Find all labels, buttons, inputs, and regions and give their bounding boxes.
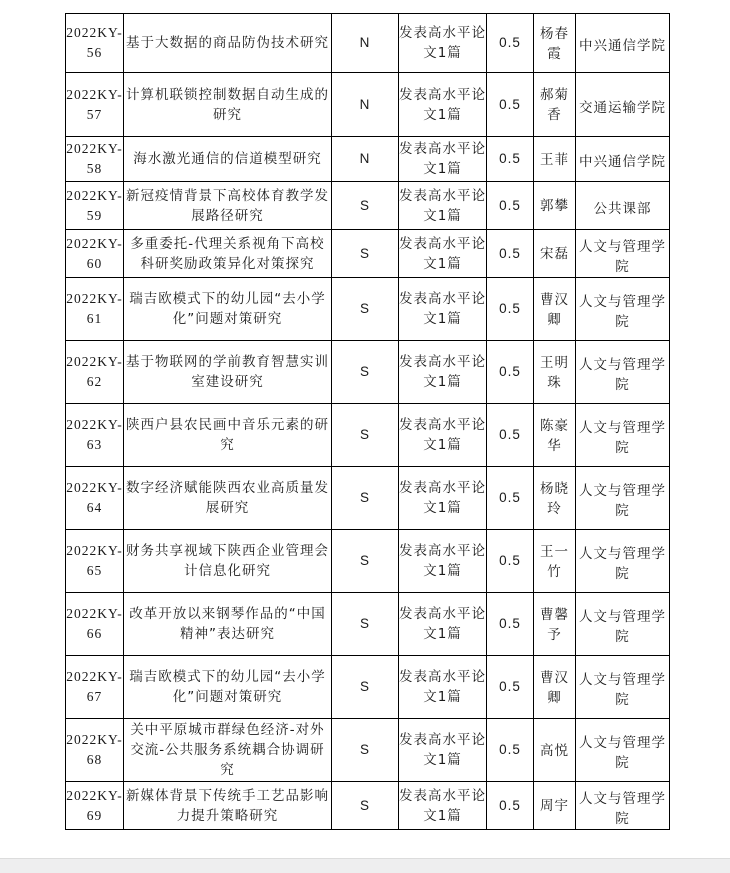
project-title-cell: 数字经济赋能陕西农业高质量发展研究 <box>124 467 332 530</box>
project-category-cell: S <box>332 656 399 719</box>
leader-name-cell: 曹汉卿 <box>534 656 576 719</box>
project-title-cell: 财务共享视域下陕西企业管理会计信息化研究 <box>124 530 332 593</box>
project-score-cell: 0.5 <box>487 341 534 404</box>
project-id-cell: 2022KY-62 <box>66 341 124 404</box>
project-title-cell: 新媒体背景下传统手工艺品影响力提升策略研究 <box>124 782 332 830</box>
department-cell: 中兴通信学院 <box>576 137 670 182</box>
department-cell: 人文与管理学院 <box>576 593 670 656</box>
table-row <box>66 530 670 593</box>
project-title-cell: 基于大数据的商品防伪技术研究 <box>124 14 332 73</box>
project-requirement-cell: 发表高水平论文1篇 <box>399 182 487 230</box>
leader-name-cell: 杨晓玲 <box>534 467 576 530</box>
project-id-cell: 2022KY-68 <box>66 719 124 782</box>
project-requirement-cell: 发表高水平论文1篇 <box>399 719 487 782</box>
project-id-cell: 2022KY-56 <box>66 14 124 73</box>
leader-name-cell: 王一竹 <box>534 530 576 593</box>
table-row <box>66 593 670 656</box>
project-title-cell: 改革开放以来钢琴作品的“中国精神”表达研究 <box>124 593 332 656</box>
leader-name-cell: 郝菊香 <box>534 73 576 137</box>
project-id-cell: 2022KY-64 <box>66 467 124 530</box>
department-cell: 人文与管理学院 <box>576 719 670 782</box>
table-row <box>66 14 670 73</box>
department-cell: 中兴通信学院 <box>576 14 670 73</box>
project-requirement-cell: 发表高水平论文1篇 <box>399 73 487 137</box>
viewer-bottom-strip <box>0 858 730 873</box>
project-title-cell: 多重委托-代理关系视角下高校科研奖励政策异化对策探究 <box>124 230 332 278</box>
leader-name-cell: 曹汉卿 <box>534 278 576 341</box>
project-score-cell: 0.5 <box>487 656 534 719</box>
project-requirement-cell: 发表高水平论文1篇 <box>399 230 487 278</box>
department-cell: 人文与管理学院 <box>576 341 670 404</box>
project-category-cell: S <box>332 719 399 782</box>
leader-name-cell: 高悦 <box>534 719 576 782</box>
project-requirement-cell: 发表高水平论文1篇 <box>399 341 487 404</box>
department-cell: 人文与管理学院 <box>576 404 670 467</box>
project-id-cell: 2022KY-67 <box>66 656 124 719</box>
table-row <box>66 656 670 719</box>
department-cell: 人文与管理学院 <box>576 656 670 719</box>
project-id-cell: 2022KY-57 <box>66 73 124 137</box>
leader-name-cell: 杨春霞 <box>534 14 576 73</box>
table-row <box>66 341 670 404</box>
project-title-cell: 新冠疫情背景下高校体育教学发展路径研究 <box>124 182 332 230</box>
table-row <box>66 782 670 830</box>
project-title-cell: 海水激光通信的信道模型研究 <box>124 137 332 182</box>
project-title-cell: 瑞吉欧模式下的幼儿园“去小学化”问题对策研究 <box>124 656 332 719</box>
table-row <box>66 73 670 137</box>
project-id-cell: 2022KY-60 <box>66 230 124 278</box>
project-id-cell: 2022KY-58 <box>66 137 124 182</box>
department-cell: 交通运输学院 <box>576 73 670 137</box>
project-id-cell: 2022KY-65 <box>66 530 124 593</box>
project-category-cell: N <box>332 137 399 182</box>
project-requirement-cell: 发表高水平论文1篇 <box>399 467 487 530</box>
project-requirement-cell: 发表高水平论文1篇 <box>399 404 487 467</box>
project-id-cell: 2022KY-61 <box>66 278 124 341</box>
project-category-cell: S <box>332 341 399 404</box>
project-category-cell: S <box>332 782 399 830</box>
project-score-cell: 0.5 <box>487 782 534 830</box>
table-row <box>66 719 670 782</box>
department-cell: 人文与管理学院 <box>576 278 670 341</box>
leader-name-cell: 陈豪华 <box>534 404 576 467</box>
project-score-cell: 0.5 <box>487 467 534 530</box>
project-score-cell: 0.5 <box>487 182 534 230</box>
table-row <box>66 182 670 230</box>
project-category-cell: N <box>332 14 399 73</box>
project-title-cell: 关中平原城市群绿色经济-对外交流-公共服务系统耦合协调研究 <box>124 719 332 782</box>
table-row <box>66 230 670 278</box>
project-requirement-cell: 发表高水平论文1篇 <box>399 14 487 73</box>
project-title-cell: 陕西户县农民画中音乐元素的研究 <box>124 404 332 467</box>
table-row <box>66 278 670 341</box>
project-score-cell: 0.5 <box>487 73 534 137</box>
project-requirement-cell: 发表高水平论文1篇 <box>399 137 487 182</box>
project-title-cell: 基于物联网的学前教育智慧实训室建设研究 <box>124 341 332 404</box>
project-score-cell: 0.5 <box>487 230 534 278</box>
department-cell: 人文与管理学院 <box>576 782 670 830</box>
project-score-cell: 0.5 <box>487 530 534 593</box>
leader-name-cell: 王明珠 <box>534 341 576 404</box>
project-score-cell: 0.5 <box>487 137 534 182</box>
project-requirement-cell: 发表高水平论文1篇 <box>399 656 487 719</box>
project-score-cell: 0.5 <box>487 719 534 782</box>
project-title-cell: 瑞吉欧模式下的幼儿园“去小学化”问题对策研究 <box>124 278 332 341</box>
project-requirement-cell: 发表高水平论文1篇 <box>399 530 487 593</box>
project-category-cell: S <box>332 230 399 278</box>
project-score-cell: 0.5 <box>487 14 534 73</box>
department-cell: 公共课部 <box>576 182 670 230</box>
table-row <box>66 137 670 182</box>
project-category-cell: S <box>332 278 399 341</box>
department-cell: 人文与管理学院 <box>576 530 670 593</box>
project-title-cell: 计算机联锁控制数据自动生成的研究 <box>124 73 332 137</box>
project-requirement-cell: 发表高水平论文1篇 <box>399 782 487 830</box>
project-requirement-cell: 发表高水平论文1篇 <box>399 278 487 341</box>
project-score-cell: 0.5 <box>487 593 534 656</box>
project-id-cell: 2022KY-66 <box>66 593 124 656</box>
project-category-cell: S <box>332 530 399 593</box>
project-table <box>65 13 670 830</box>
table-row <box>66 467 670 530</box>
project-category-cell: S <box>332 404 399 467</box>
project-category-cell: N <box>332 73 399 137</box>
department-cell: 人文与管理学院 <box>576 467 670 530</box>
project-requirement-cell: 发表高水平论文1篇 <box>399 593 487 656</box>
leader-name-cell: 郭攀 <box>534 182 576 230</box>
project-category-cell: S <box>332 593 399 656</box>
table-row <box>66 404 670 467</box>
leader-name-cell: 王菲 <box>534 137 576 182</box>
project-score-cell: 0.5 <box>487 278 534 341</box>
project-score-cell: 0.5 <box>487 404 534 467</box>
project-id-cell: 2022KY-59 <box>66 182 124 230</box>
department-cell: 人文与管理学院 <box>576 230 670 278</box>
project-category-cell: S <box>332 467 399 530</box>
project-category-cell: S <box>332 182 399 230</box>
leader-name-cell: 宋磊 <box>534 230 576 278</box>
project-id-cell: 2022KY-63 <box>66 404 124 467</box>
leader-name-cell: 周宇 <box>534 782 576 830</box>
leader-name-cell: 曹馨予 <box>534 593 576 656</box>
project-id-cell: 2022KY-69 <box>66 782 124 830</box>
project-table-body <box>66 14 670 830</box>
